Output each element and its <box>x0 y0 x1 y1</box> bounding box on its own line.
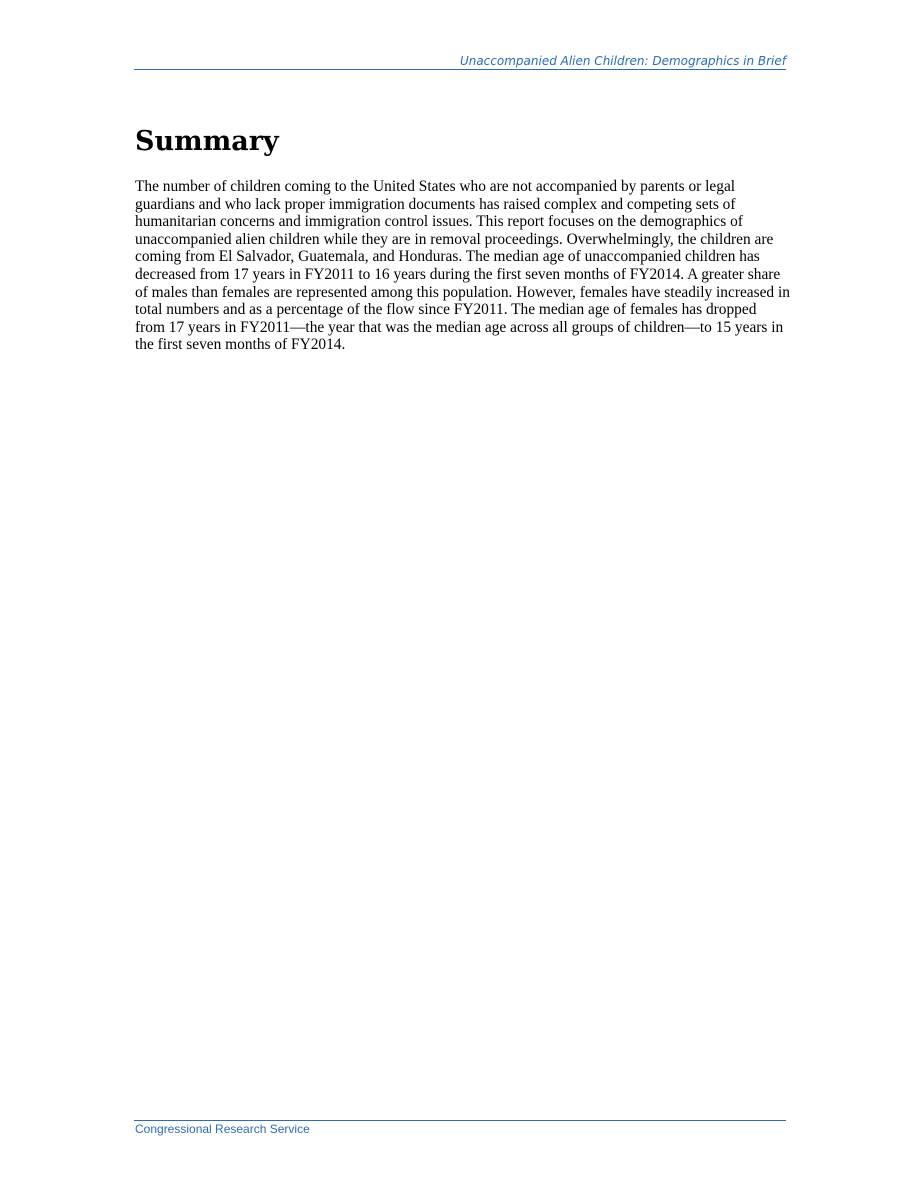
page-title: Summary <box>135 126 279 157</box>
summary-paragraph: The number of children coming to the United States who are not accompanied by parents or legal guardians and who lack proper immigration documents has raised complex and competing sets of humanitarian concerns and immigration control issues. This report focuses on the demographics of unaccompanied alien children while they are in removal proceedings. Overwhelmingly, the children are coming from El Salvador, Guatemala, and Honduras. The median age of unaccompanied children has decreased from 17 years in FY2011 to 16 years during the first seven months of FY2014. A greater share of males than females are represented among this population. However, females have steadily increased in total numbers and as a percentage of the flow since FY2011. The median age of females has dropped from 17 years in FY2011—the year that was the median age across all groups of children—to 15 years in the first seven months of FY2014. <box>135 178 790 354</box>
footer-divider <box>134 1120 786 1121</box>
header-divider <box>134 69 786 70</box>
running-footer: Congressional Research Service <box>135 1122 310 1136</box>
running-header: Unaccompanied Alien Children: Demographics in Brief <box>459 54 786 68</box>
